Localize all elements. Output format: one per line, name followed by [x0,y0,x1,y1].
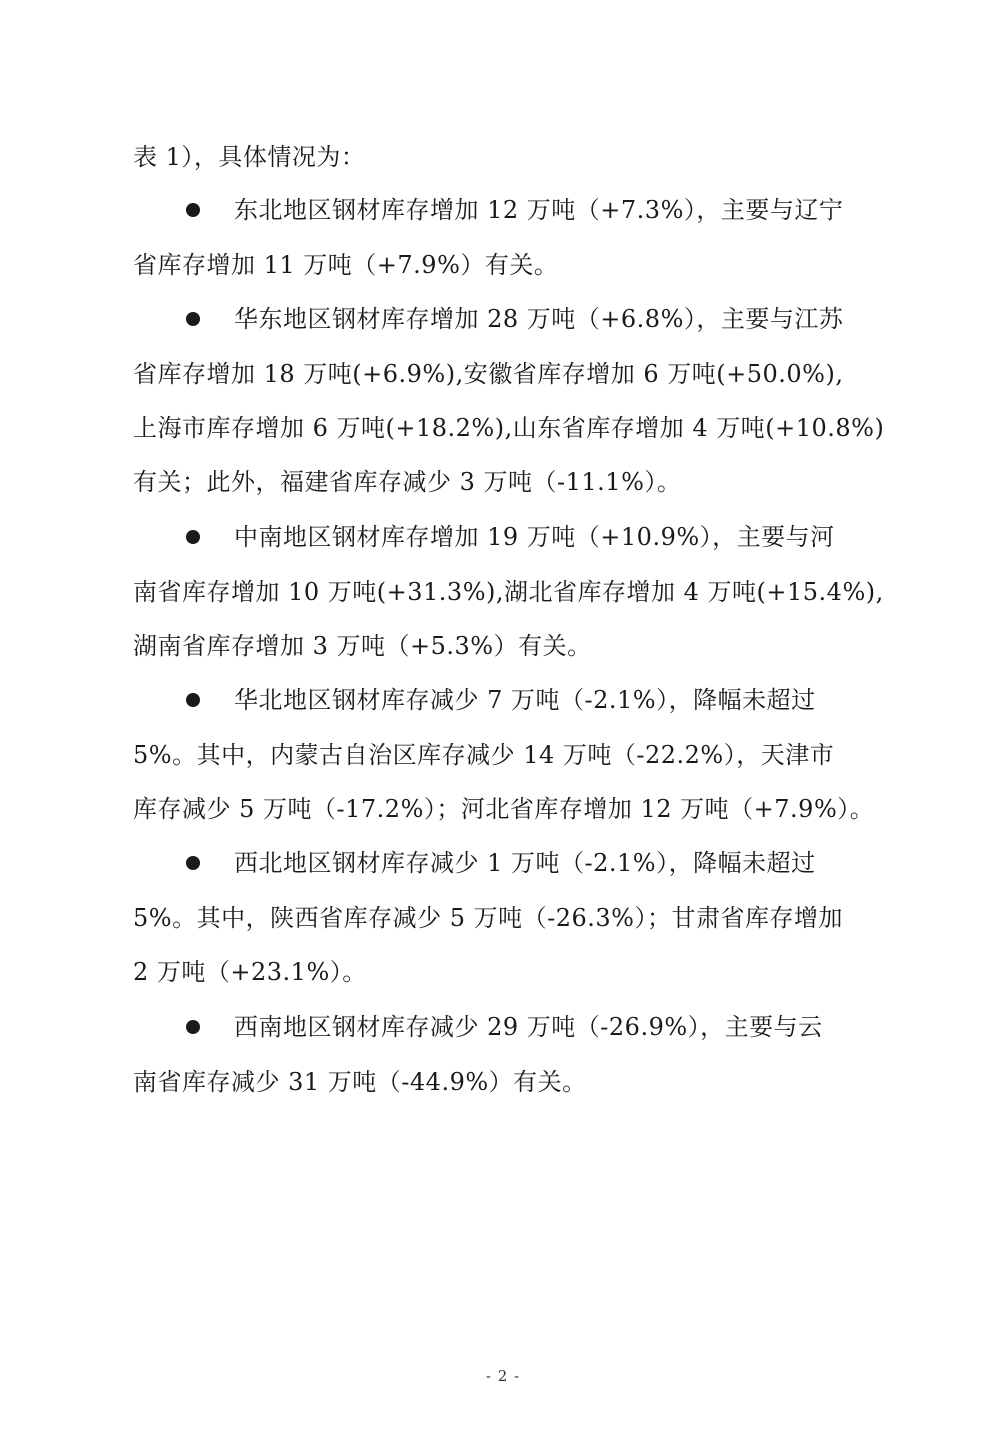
bullet-northeast-line-1: 东北地区钢材库存增加 12 万吨（+7.3%），主要与辽宁 [234,196,844,224]
bullet-marker [186,203,200,217]
bullet-southwest-line-1: 西南地区钢材库存减少 29 万吨（-26.9%），主要与云 [234,1013,823,1041]
intro-line: 表 1），具体情况为： [133,143,366,171]
bullet-central-south-line-1: 中南地区钢材库存增加 19 万吨（+10.9%），主要与河 [234,523,835,551]
bullet-northwest-line-2: 5%。其中，陕西省库存减少 5 万吨（-26.3%）；甘肃省库存增加 [133,904,843,932]
bullet-east-line-3: 上海市库存增加 6 万吨(+18.2%),山东省库存增加 4 万吨(+10.8%) [133,414,885,442]
bullet-north-line-3: 库存减少 5 万吨（-17.2%）；河北省库存增加 12 万吨（+7.9%）。 [133,795,875,823]
bullet-northeast-line-2: 省库存增加 11 万吨（+7.9%）有关。 [133,251,559,279]
bullet-northwest-line-3: 2 万吨（+23.1%）。 [133,958,367,986]
bullet-marker [186,1020,200,1034]
bullet-marker [186,312,200,326]
bullet-east-line-1: 华东地区钢材库存增加 28 万吨（+6.8%），主要与江苏 [234,305,844,333]
bullet-southwest-line-2: 南省库存减少 31 万吨（-44.9%）有关。 [133,1068,587,1096]
bullet-marker [186,856,200,870]
bullet-north-line-2: 5%。其中，内蒙古自治区库存减少 14 万吨（-22.2%），天津市 [133,741,835,769]
bullet-north-line-1: 华北地区钢材库存减少 7 万吨（-2.1%），降幅未超过 [234,686,816,714]
bullet-east-line-4: 有关；此外，福建省库存减少 3 万吨（-11.1%）。 [133,468,682,496]
bullet-east-line-2: 省库存增加 18 万吨(+6.9%),安徽省库存增加 6 万吨(+50.0%), [133,360,844,388]
bullet-marker [186,530,200,544]
bullet-marker [186,693,200,707]
bullet-central-south-line-3: 湖南省库存增加 3 万吨（+5.3%）有关。 [133,632,592,660]
bullet-central-south-line-2: 南省库存增加 10 万吨(+31.3%),湖北省库存增加 4 万吨(+15.4%), [133,578,884,606]
page-number: - 2 - [485,1367,521,1385]
bullet-northwest-line-1: 西北地区钢材库存减少 1 万吨（-2.1%），降幅未超过 [234,849,816,877]
